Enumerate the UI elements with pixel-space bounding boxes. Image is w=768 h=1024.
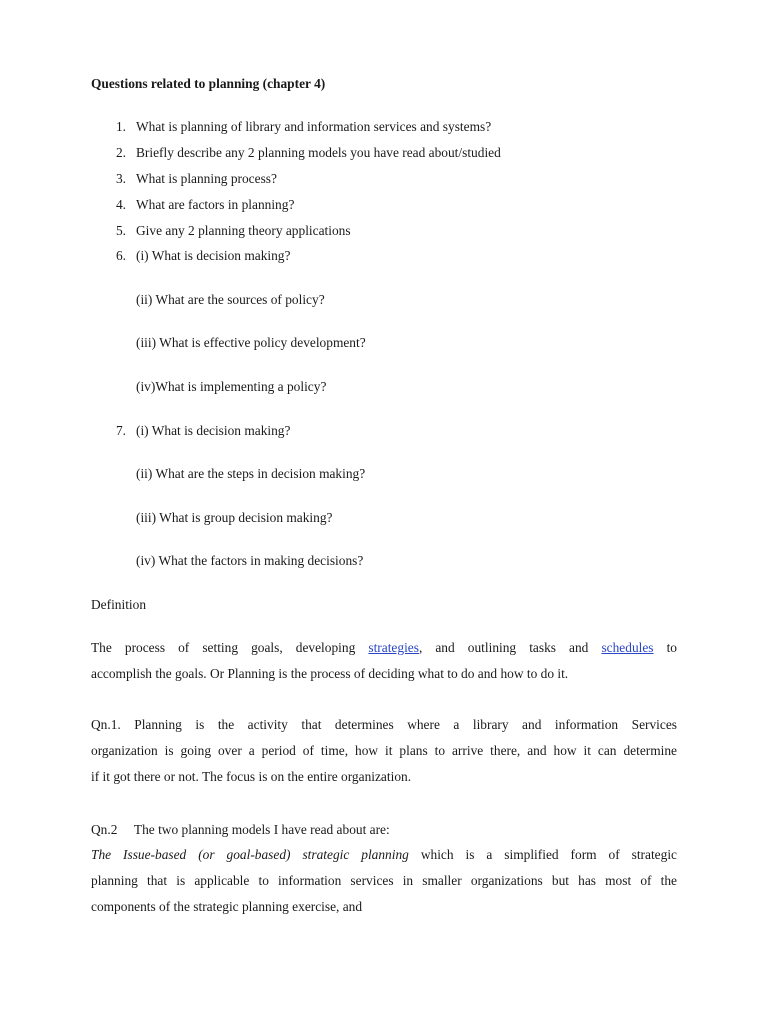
answer-text: which is a simplified form of strategic <box>408 847 677 862</box>
strategies-link[interactable]: strategies <box>368 640 419 655</box>
question-text: What is planning process? <box>136 171 277 186</box>
question-text: Briefly describe any 2 planning models you have read about/studied <box>136 145 501 160</box>
definition-text: The process of setting goals, developing <box>91 640 356 655</box>
question-number: 7. <box>115 423 126 438</box>
sub-question: (iii) What is effective policy development? <box>136 335 366 350</box>
question-number: 1. <box>115 119 126 134</box>
question-text: (i) What is decision making? <box>136 423 291 438</box>
question-number: 5. <box>115 223 126 238</box>
question-text: What is planning of library and information services and systems? <box>136 119 492 134</box>
answer-line: if it got there or not. The focus is on the entire organization. <box>91 769 412 784</box>
model-name: The Issue-based (or goal-based) strategic planning <box>91 847 409 862</box>
answer-line: components of the strategic planning exercise, and <box>91 899 363 914</box>
page-heading: Questions related to planning (chapter 4) <box>91 76 326 91</box>
definition-line <box>91 635 677 661</box>
answer-line: Qn.1. Planning is the activity that determines where a library and information Services <box>91 717 677 732</box>
definition-text: , and outlining tasks and <box>418 640 589 655</box>
definition-heading: Definition <box>91 597 147 612</box>
sub-question: (iii) What is group decision making? <box>136 510 333 525</box>
answer-line <box>91 842 677 868</box>
question-number: 3. <box>115 171 126 186</box>
question-number: 4. <box>115 197 126 212</box>
answer-line: organization is going over a period of time, how it plans to arrive there, and how it can determine <box>91 743 677 758</box>
sub-question: (iv)What is implementing a policy? <box>136 379 327 394</box>
answer-line: planning that is applicable to information services in smaller organizations but has most of the <box>91 873 677 888</box>
answer-2-label: Qn.2 The two planning models I have read about are: <box>91 822 390 837</box>
question-text: Give any 2 planning theory applications <box>136 223 351 238</box>
question-text: What are factors in planning? <box>136 197 295 212</box>
definition-line: accomplish the goals. Or Planning is the process of deciding what to do and how to do it. <box>91 666 569 681</box>
sub-question: (iv) What the factors in making decisions? <box>136 553 364 568</box>
question-number: 6. <box>115 248 126 263</box>
definition-text: to <box>653 640 677 655</box>
sub-question: (ii) What are the sources of policy? <box>136 292 325 307</box>
definition-paragraph <box>91 635 677 687</box>
schedules-link[interactable]: schedules <box>601 640 654 655</box>
sub-question: (ii) What are the steps in decision making? <box>136 466 366 481</box>
answer-1-paragraph <box>91 712 677 790</box>
answer-2-paragraph <box>91 842 677 920</box>
question-number: 2. <box>115 145 126 160</box>
question-text: (i) What is decision making? <box>136 248 291 263</box>
